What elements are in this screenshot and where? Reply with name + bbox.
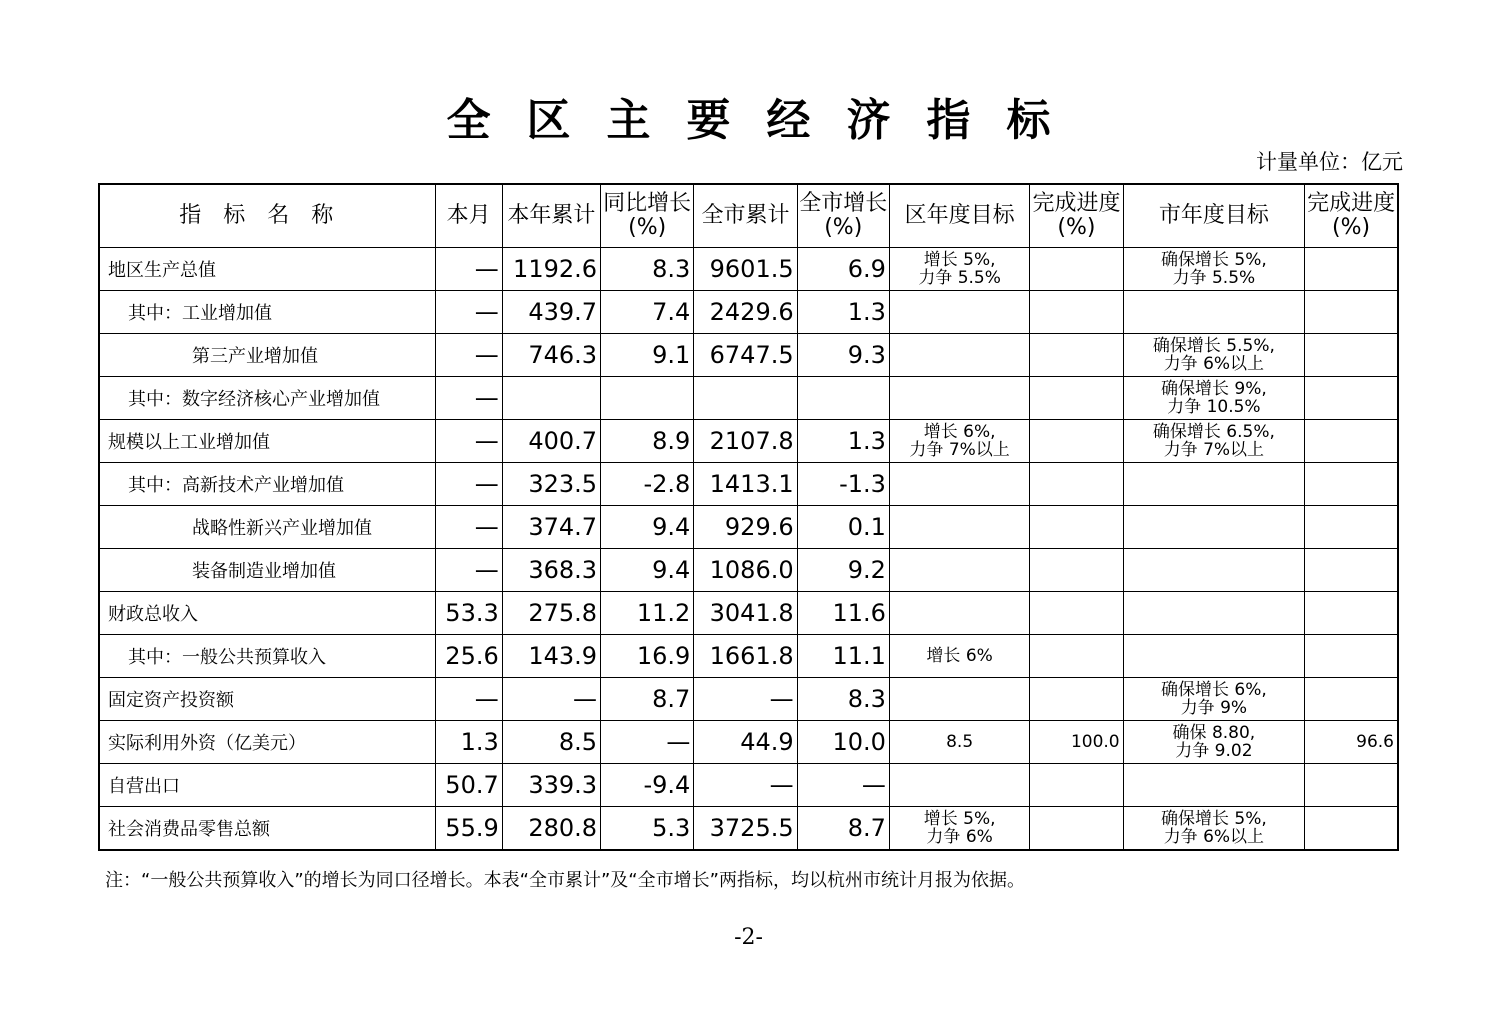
table-row	[99, 463, 1398, 506]
cell-city-growth: 0.1	[797, 506, 889, 549]
cell-name: 战略性新兴产业增加值	[99, 506, 435, 549]
cell-district-target	[889, 506, 1029, 549]
table-row	[99, 592, 1398, 635]
header-city-target: 市年度目标	[1123, 184, 1305, 248]
cell-yoy: 7.4	[601, 291, 694, 334]
cell-name: 其中：高新技术产业增加值	[99, 463, 435, 506]
cell-progress-2: 96.6	[1305, 721, 1398, 764]
table-row	[99, 721, 1398, 764]
cell-city-ytd: 3725.5	[694, 807, 797, 851]
table-row	[99, 248, 1398, 291]
cell-progress-1	[1030, 764, 1123, 807]
cell-city-growth: 11.6	[797, 592, 889, 635]
table-row	[99, 764, 1398, 807]
cell-ytd: 280.8	[502, 807, 600, 851]
cell-city-target: 确保增长 6%, 力争 9%	[1123, 678, 1305, 721]
cell-city-growth: 1.3	[797, 420, 889, 463]
cell-progress-1	[1030, 549, 1123, 592]
cell-progress-2	[1305, 377, 1398, 420]
table-row	[99, 291, 1398, 334]
cell-month: 25.6	[435, 635, 502, 678]
page-number: -2-	[734, 925, 763, 950]
table-row	[99, 377, 1398, 420]
cell-yoy: —	[601, 721, 694, 764]
cell-ytd: 374.7	[502, 506, 600, 549]
cell-ytd: 339.3	[502, 764, 600, 807]
cell-yoy: 9.4	[601, 549, 694, 592]
cell-ytd	[502, 377, 600, 420]
cell-month: —	[435, 291, 502, 334]
cell-yoy: 8.3	[601, 248, 694, 291]
cell-progress-2	[1305, 549, 1398, 592]
cell-yoy: 16.9	[601, 635, 694, 678]
cell-district-target	[889, 549, 1029, 592]
cell-city-ytd: 2429.6	[694, 291, 797, 334]
cell-city-ytd: 2107.8	[694, 420, 797, 463]
cell-yoy: 9.4	[601, 506, 694, 549]
cell-progress-1	[1030, 463, 1123, 506]
cell-city-ytd: —	[694, 678, 797, 721]
cell-city-growth: 8.7	[797, 807, 889, 851]
cell-yoy: 8.9	[601, 420, 694, 463]
cell-name: 装备制造业增加值	[99, 549, 435, 592]
cell-progress-1	[1030, 291, 1123, 334]
cell-city-ytd: 6747.5	[694, 334, 797, 377]
cell-city-growth: -1.3	[797, 463, 889, 506]
cell-district-target	[889, 764, 1029, 807]
cell-yoy: -9.4	[601, 764, 694, 807]
cell-city-target	[1123, 291, 1305, 334]
cell-progress-2	[1305, 635, 1398, 678]
cell-month: 55.9	[435, 807, 502, 851]
table-row	[99, 807, 1398, 851]
cell-city-growth: 1.3	[797, 291, 889, 334]
cell-progress-1: 100.0	[1030, 721, 1123, 764]
cell-month: —	[435, 463, 502, 506]
cell-district-target	[889, 463, 1029, 506]
cell-city-ytd: 929.6	[694, 506, 797, 549]
cell-name: 其中：数字经济核心产业增加值	[99, 377, 435, 420]
cell-city-growth: 10.0	[797, 721, 889, 764]
header-progress-1: 完成进度 (%)	[1030, 184, 1123, 248]
cell-progress-2	[1305, 248, 1398, 291]
cell-city-ytd: 3041.8	[694, 592, 797, 635]
cell-ytd: 1192.6	[502, 248, 600, 291]
table-header-row	[99, 184, 1398, 248]
cell-progress-2	[1305, 463, 1398, 506]
header-name: 指标名称	[99, 184, 435, 248]
cell-city-growth: 9.3	[797, 334, 889, 377]
cell-ytd: —	[502, 678, 600, 721]
cell-progress-1	[1030, 592, 1123, 635]
header-ytd: 本年累计	[502, 184, 600, 248]
cell-city-target: 确保增长 9%, 力争 10.5%	[1123, 377, 1305, 420]
table-row	[99, 678, 1398, 721]
cell-progress-2	[1305, 506, 1398, 549]
cell-city-target	[1123, 549, 1305, 592]
header-progress-2: 完成进度 (%)	[1305, 184, 1398, 248]
cell-month: —	[435, 248, 502, 291]
cell-yoy: 11.2	[601, 592, 694, 635]
cell-city-growth	[797, 377, 889, 420]
cell-city-target	[1123, 764, 1305, 807]
cell-month: —	[435, 420, 502, 463]
header-city-growth: 全市增长 (%)	[797, 184, 889, 248]
cell-city-growth: —	[797, 764, 889, 807]
cell-progress-1	[1030, 678, 1123, 721]
cell-ytd: 275.8	[502, 592, 600, 635]
cell-progress-2	[1305, 678, 1398, 721]
cell-month: —	[435, 506, 502, 549]
cell-month: 53.3	[435, 592, 502, 635]
cell-city-target	[1123, 463, 1305, 506]
table-row	[99, 549, 1398, 592]
cell-progress-1	[1030, 807, 1123, 851]
cell-ytd: 143.9	[502, 635, 600, 678]
cell-month: 50.7	[435, 764, 502, 807]
cell-ytd: 8.5	[502, 721, 600, 764]
cell-progress-2	[1305, 420, 1398, 463]
cell-month: —	[435, 678, 502, 721]
cell-city-target	[1123, 635, 1305, 678]
cell-district-target	[889, 678, 1029, 721]
cell-name: 自营出口	[99, 764, 435, 807]
cell-month: —	[435, 377, 502, 420]
cell-progress-1	[1030, 248, 1123, 291]
cell-progress-1	[1030, 506, 1123, 549]
cell-progress-2	[1305, 592, 1398, 635]
cell-name: 规模以上工业增加值	[99, 420, 435, 463]
cell-progress-2	[1305, 764, 1398, 807]
table-row	[99, 420, 1398, 463]
cell-city-ytd: 44.9	[694, 721, 797, 764]
cell-district-target: 增长 5%, 力争 5.5%	[889, 248, 1029, 291]
cell-progress-2	[1305, 807, 1398, 851]
cell-city-ytd: 1413.1	[694, 463, 797, 506]
table-row	[99, 506, 1398, 549]
table-row	[99, 334, 1398, 377]
unit-label: 计量单位：亿元	[1256, 150, 1403, 174]
cell-yoy: 8.7	[601, 678, 694, 721]
cell-city-target: 确保增长 5%, 力争 5.5%	[1123, 248, 1305, 291]
cell-name: 其中：工业增加值	[99, 291, 435, 334]
page-title: 全区主要经济指标	[446, 95, 1087, 146]
cell-progress-1	[1030, 377, 1123, 420]
cell-city-growth: 8.3	[797, 678, 889, 721]
cell-city-ytd: 9601.5	[694, 248, 797, 291]
cell-yoy: 5.3	[601, 807, 694, 851]
cell-name: 地区生产总值	[99, 248, 435, 291]
header-yoy: 同比增长 (%)	[601, 184, 694, 248]
cell-city-target: 确保增长 5.5%, 力争 6%以上	[1123, 334, 1305, 377]
cell-yoy: -2.8	[601, 463, 694, 506]
cell-name: 固定资产投资额	[99, 678, 435, 721]
cell-city-target: 确保增长 5%, 力争 6%以上	[1123, 807, 1305, 851]
cell-district-target	[889, 592, 1029, 635]
cell-month: —	[435, 334, 502, 377]
cell-district-target: 8.5	[889, 721, 1029, 764]
footnote: 注：“一般公共预算收入”的增长为同口径增长。本表“全市累计”及“全市增长”两指标，均以杭州市统计月报为依据。	[105, 870, 1025, 891]
cell-ytd: 368.3	[502, 549, 600, 592]
cell-name: 社会消费品零售总额	[99, 807, 435, 851]
cell-name: 财政总收入	[99, 592, 435, 635]
cell-district-target	[889, 334, 1029, 377]
cell-city-target	[1123, 592, 1305, 635]
cell-city-ytd: —	[694, 764, 797, 807]
table-row	[99, 635, 1398, 678]
cell-progress-1	[1030, 334, 1123, 377]
cell-yoy: 9.1	[601, 334, 694, 377]
cell-city-ytd: 1086.0	[694, 549, 797, 592]
cell-progress-1	[1030, 420, 1123, 463]
cell-name: 其中：一般公共预算收入	[99, 635, 435, 678]
header-city-ytd: 全市累计	[694, 184, 797, 248]
cell-district-target	[889, 291, 1029, 334]
cell-district-target: 增长 6%, 力争 7%以上	[889, 420, 1029, 463]
indicators-table	[98, 183, 1399, 851]
cell-progress-2	[1305, 291, 1398, 334]
header-month: 本月	[435, 184, 502, 248]
cell-yoy	[601, 377, 694, 420]
cell-ytd: 400.7	[502, 420, 600, 463]
cell-city-growth: 11.1	[797, 635, 889, 678]
cell-city-target: 确保 8.80, 力争 9.02	[1123, 721, 1305, 764]
cell-progress-1	[1030, 635, 1123, 678]
cell-ytd: 439.7	[502, 291, 600, 334]
cell-city-growth: 9.2	[797, 549, 889, 592]
cell-district-target	[889, 377, 1029, 420]
cell-month: 1.3	[435, 721, 502, 764]
cell-ytd: 746.3	[502, 334, 600, 377]
cell-city-growth: 6.9	[797, 248, 889, 291]
header-district-target: 区年度目标	[889, 184, 1029, 248]
table-body	[99, 248, 1398, 851]
cell-district-target: 增长 5%, 力争 6%	[889, 807, 1029, 851]
cell-district-target: 增长 6%	[889, 635, 1029, 678]
cell-city-target: 确保增长 6.5%, 力争 7%以上	[1123, 420, 1305, 463]
cell-name: 实际利用外资（亿美元）	[99, 721, 435, 764]
cell-month: —	[435, 549, 502, 592]
cell-ytd: 323.5	[502, 463, 600, 506]
cell-city-target	[1123, 506, 1305, 549]
cell-city-ytd	[694, 377, 797, 420]
cell-name: 第三产业增加值	[99, 334, 435, 377]
cell-city-ytd: 1661.8	[694, 635, 797, 678]
cell-progress-2	[1305, 334, 1398, 377]
